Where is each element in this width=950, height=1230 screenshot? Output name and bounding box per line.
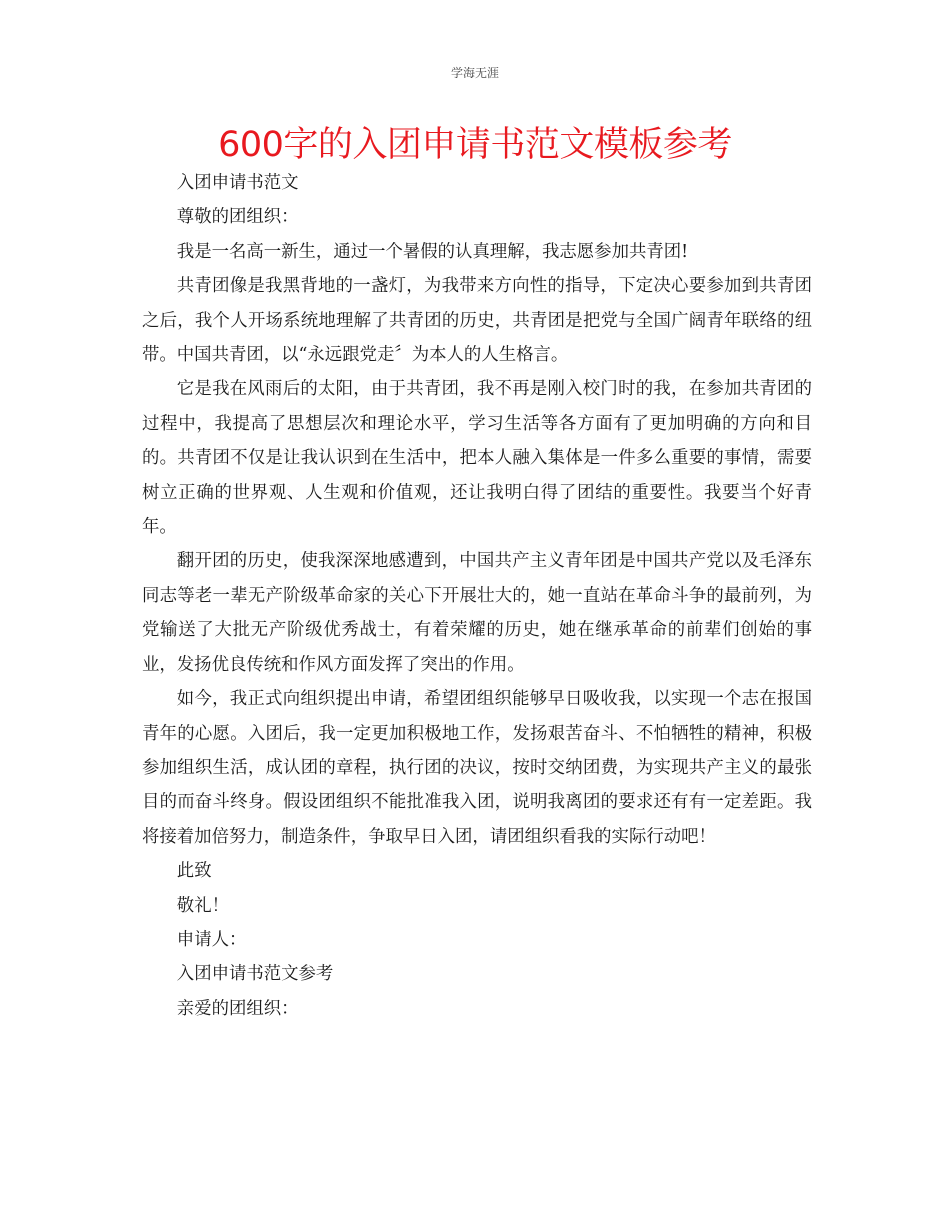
paragraph: 入团申请书范文参考 — [176, 964, 334, 985]
paragraph: 共青团像是我黑背地的一盏灯，为我带来方向性的指导，下定决心要参加到共青团之后，我个人开场系统地理解了共青团的历史，共青团是把党与全国广阔青年联络的纽带。中国共青团，以“永远跟党走〞为本人的人生格言。 — [142, 276, 812, 366]
paragraph: 尊敬的团组织： — [176, 207, 299, 228]
document-body — [142, 166, 812, 1026]
page-header: 学海无涯 — [450, 66, 499, 80]
paragraph: 此致 — [176, 861, 212, 882]
paragraph: 入团申请书范文 — [176, 173, 299, 193]
paragraph: 翻开团的历史，使我深深地感遭到，中国共产主义青年团是中国共产党以及毛泽东同志等老一辈无产阶级革命家的关心下开展壮大的，她一直站在革命斗争的最前列，为党输送了大批无产阶级优秀战士，有着荣耀的历史，她在继承革命的前辈们创始的事业，发扬优良传统和作风方面发挥了突出的作用。 — [142, 551, 812, 675]
paragraph: 申请人： — [176, 929, 247, 950]
paragraph: 如今，我正式向组织提出申请，希望团组织能够早日吸收我，以实现一个志在报国青年的心愿。入团后，我一定更加积极地工作，发扬艰苦奋斗、不怕牺牲的精神，积极参加组织生活，成认团的章程，执行团的决议，按时交纳团费，为实现共产主义的最张目的而奋斗终身。假设团组织不能批准我入团，说明我离团的要求还有有一定差距。我将接着加倍努力，制造条件，争取早日入团，请团组织看我的实际行动吧！ — [142, 689, 812, 847]
paragraph: 我是一名高一新生，通过一个暑假的认真理解，我志愿参加共青团! — [176, 241, 689, 262]
paragraph: 它是我在风雨后的太阳，由于共青团，我不再是刚入校门时的我，在参加共青团的过程中，我提高了思想层次和理论水平，学习生活等各方面有了更加明确的方向和目的。共青团不仅是让我认识到在生活中，把本人融入集体是一件多么重要的事情，需要树立正确的世界观、人生观和价值观，还让我明白得了团结的重要性。我要当个好青年。 — [142, 379, 812, 538]
paragraph: 敬礼！ — [176, 895, 229, 916]
paragraph: 亲爱的团组织： — [176, 998, 299, 1019]
document-title: 600字的入团申请书范文模板参考 — [218, 125, 732, 165]
